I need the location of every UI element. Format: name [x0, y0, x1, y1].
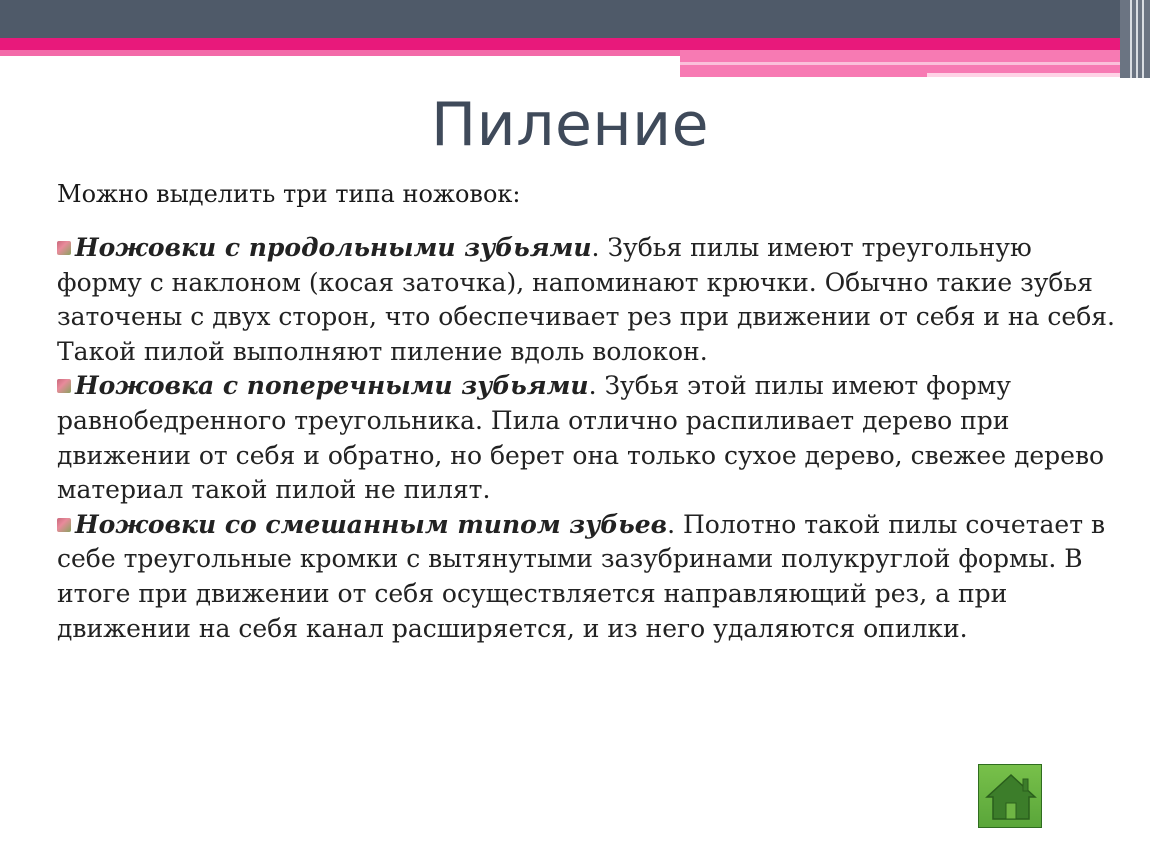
top-bar [0, 0, 1150, 38]
list-item [57, 231, 1117, 369]
item-text: . Зубья этой пилы имеют форму равнобедренного треугольника. Пила отлично распиливает дерево при движении от себя и обратно, но берет она только сухое дерево, свежее дерево материал такой пилой не пилят. [57, 371, 1105, 505]
item-heading: Ножовки с продольными зубьями [75, 233, 592, 262]
item-heading: Ножовки со смешанным типом зубьев [75, 509, 668, 539]
list-item [57, 508, 1117, 646]
accent-stripe-light [0, 50, 680, 56]
item-text: . Полотно такой пилы сочетает в себе треугольные кромки с вытянутыми зазубринами полукруглой формы. В итоге при движении от себя осуществляется направляющий рез, а при движении на себя канал расширяется, и из него удаляются опилки. [57, 509, 1106, 643]
bullet-icon [57, 379, 71, 393]
accent-stripe [0, 38, 1120, 50]
list-item [57, 369, 1117, 507]
home-button[interactable] [978, 764, 1042, 828]
accent-stripe-tail [927, 73, 1120, 77]
item-text: . Зубья пилы имеют треугольную форму с наклоном (косая заточка), напоминают крючки. Обычно такие зубья заточены с двух сторон, что обеспечивает рез при движении от себя и на себя. Такой пилой выполняют пиление вдоль волокон. [57, 233, 1115, 366]
bullet-list [57, 231, 1117, 646]
home-icon [985, 773, 1037, 821]
item-heading: Ножовка с поперечными зубьями [75, 371, 589, 401]
bullet-icon [57, 518, 71, 532]
accent-stripe-line [680, 62, 1120, 65]
bullet-icon [57, 241, 71, 255]
intro-text: Можно выделить три типа ножовок: [57, 180, 521, 208]
corner-decoration [1120, 0, 1150, 78]
slide-title: Пиление [430, 90, 709, 160]
